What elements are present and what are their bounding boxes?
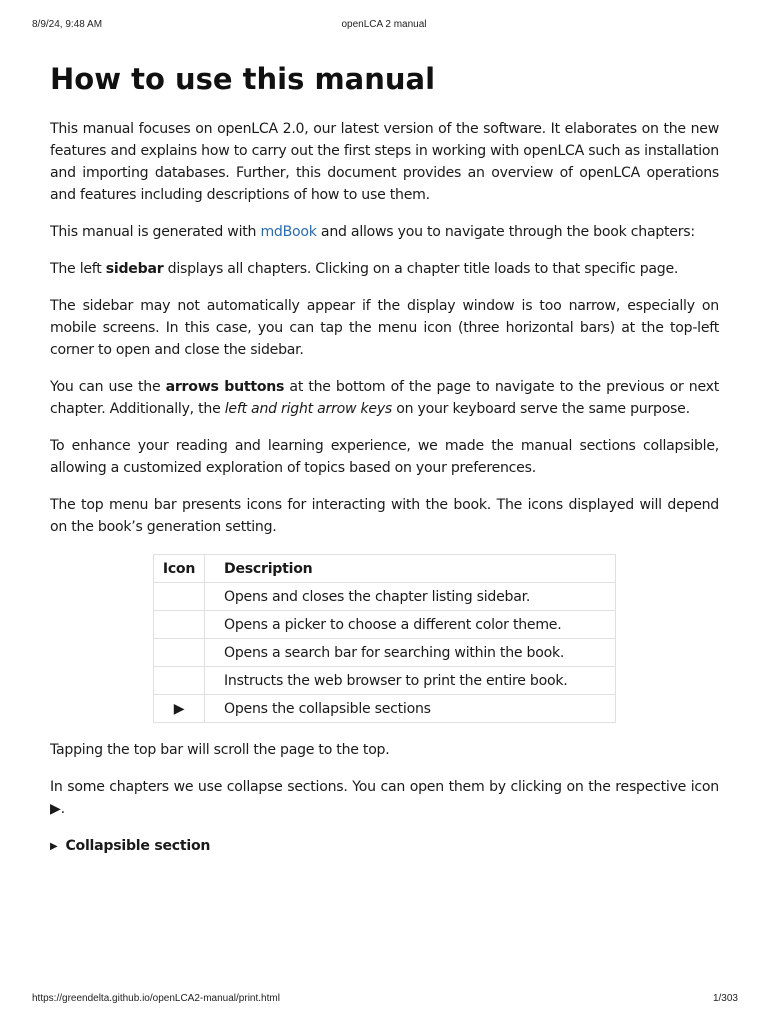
collapsible-paragraph: To enhance your reading and learning experience, we made the manual sections collapsible, allowing a customized exploration of topics based on your preferences. bbox=[50, 438, 719, 476]
top-bar-paragraph: Tapping the top bar will scroll the page to the top. bbox=[50, 742, 390, 758]
page-title: How to use this manual bbox=[50, 62, 436, 96]
collapse-paragraph bbox=[50, 776, 719, 820]
mdbook-link[interactable]: mdBook bbox=[260, 224, 317, 240]
table-header-row bbox=[154, 555, 616, 583]
play-triangle-icon: ▶ bbox=[50, 841, 58, 852]
arrows-paragraph bbox=[50, 376, 719, 420]
table-header-description: Description bbox=[205, 555, 616, 583]
table-row bbox=[154, 611, 616, 639]
icon-table bbox=[153, 554, 616, 723]
play-triangle-icon: ▶ bbox=[154, 695, 205, 723]
table-cell-description: Opens and closes the chapter listing sidebar. bbox=[205, 583, 616, 611]
print-title: openLCA 2 manual bbox=[341, 19, 427, 30]
table-cell-icon bbox=[154, 583, 205, 611]
collapsible-section-label: Collapsible section bbox=[65, 838, 211, 854]
print-url: https://greendelta.github.io/openLCA2-manual/print.html bbox=[32, 993, 280, 1004]
arrows-middle: at the bottom of the page to navigate to the previous or next chapter. Additionally, the bbox=[50, 379, 719, 417]
table-header-icon: Icon bbox=[154, 555, 205, 583]
arrows-before: You can use the bbox=[50, 379, 166, 395]
sidebar-before: The left bbox=[50, 261, 106, 277]
arrows-italic: left and right arrow keys bbox=[224, 401, 393, 417]
arrows-after: on your keyboard serve the same purpose. bbox=[392, 401, 690, 417]
sidebar-after: displays all chapters. Clicking on a chapter title loads to that specific page. bbox=[163, 261, 679, 277]
intro-paragraph: This manual focuses on openLCA 2.0, our latest version of the software. It elaborates on the new features and explains how to carry out the first steps in working with openLCA such as installation and importing databases. Further, this document provides an overview of openLCA operations and features including descriptions of how to use them. bbox=[50, 121, 719, 203]
table-row bbox=[154, 667, 616, 695]
page-counter: 1/303 bbox=[712, 993, 738, 1004]
generated-paragraph bbox=[50, 221, 719, 243]
generated-before: This manual is generated with bbox=[50, 224, 261, 240]
generated-after: and allows you to navigate through the book chapters: bbox=[316, 224, 695, 240]
collapse-end: . bbox=[60, 801, 65, 817]
print-footer bbox=[0, 993, 768, 1007]
play-triangle-icon: ▶ bbox=[50, 801, 61, 817]
print-date: 8/9/24, 9:48 AM bbox=[32, 19, 103, 30]
table-row bbox=[154, 695, 616, 723]
collapsible-section-toggle[interactable] bbox=[50, 835, 719, 859]
table-cell-icon bbox=[154, 667, 205, 695]
print-header bbox=[0, 19, 768, 33]
sidebar-paragraph bbox=[50, 258, 719, 280]
table-cell-description: Opens a picker to choose a different color theme. bbox=[205, 611, 616, 639]
collapse-text: In some chapters we use collapse sections. You can open them by clicking on the respective icon bbox=[50, 779, 719, 795]
table-cell-description: Opens a search bar for searching within the book. bbox=[205, 639, 616, 667]
main-content bbox=[50, 60, 719, 859]
table-row bbox=[154, 583, 616, 611]
table-cell-description: Instructs the web browser to print the entire book. bbox=[205, 667, 616, 695]
table-cell-description: Opens the collapsible sections bbox=[205, 695, 616, 723]
sidebar-bold: sidebar bbox=[105, 261, 164, 277]
menu-paragraph: The top menu bar presents icons for interacting with the book. The icons displayed will depend on the book’s generation setting. bbox=[50, 497, 719, 535]
arrows-bold: arrows buttons bbox=[165, 379, 285, 395]
mobile-paragraph: The sidebar may not automatically appear if the display window is too narrow, especially on mobile screens. In this case, you can tap the menu icon (three horizontal bars) at the top-left corner to open and close the sidebar. bbox=[50, 298, 719, 358]
table-cell-icon bbox=[154, 611, 205, 639]
table-row bbox=[154, 639, 616, 667]
table-cell-icon bbox=[154, 639, 205, 667]
